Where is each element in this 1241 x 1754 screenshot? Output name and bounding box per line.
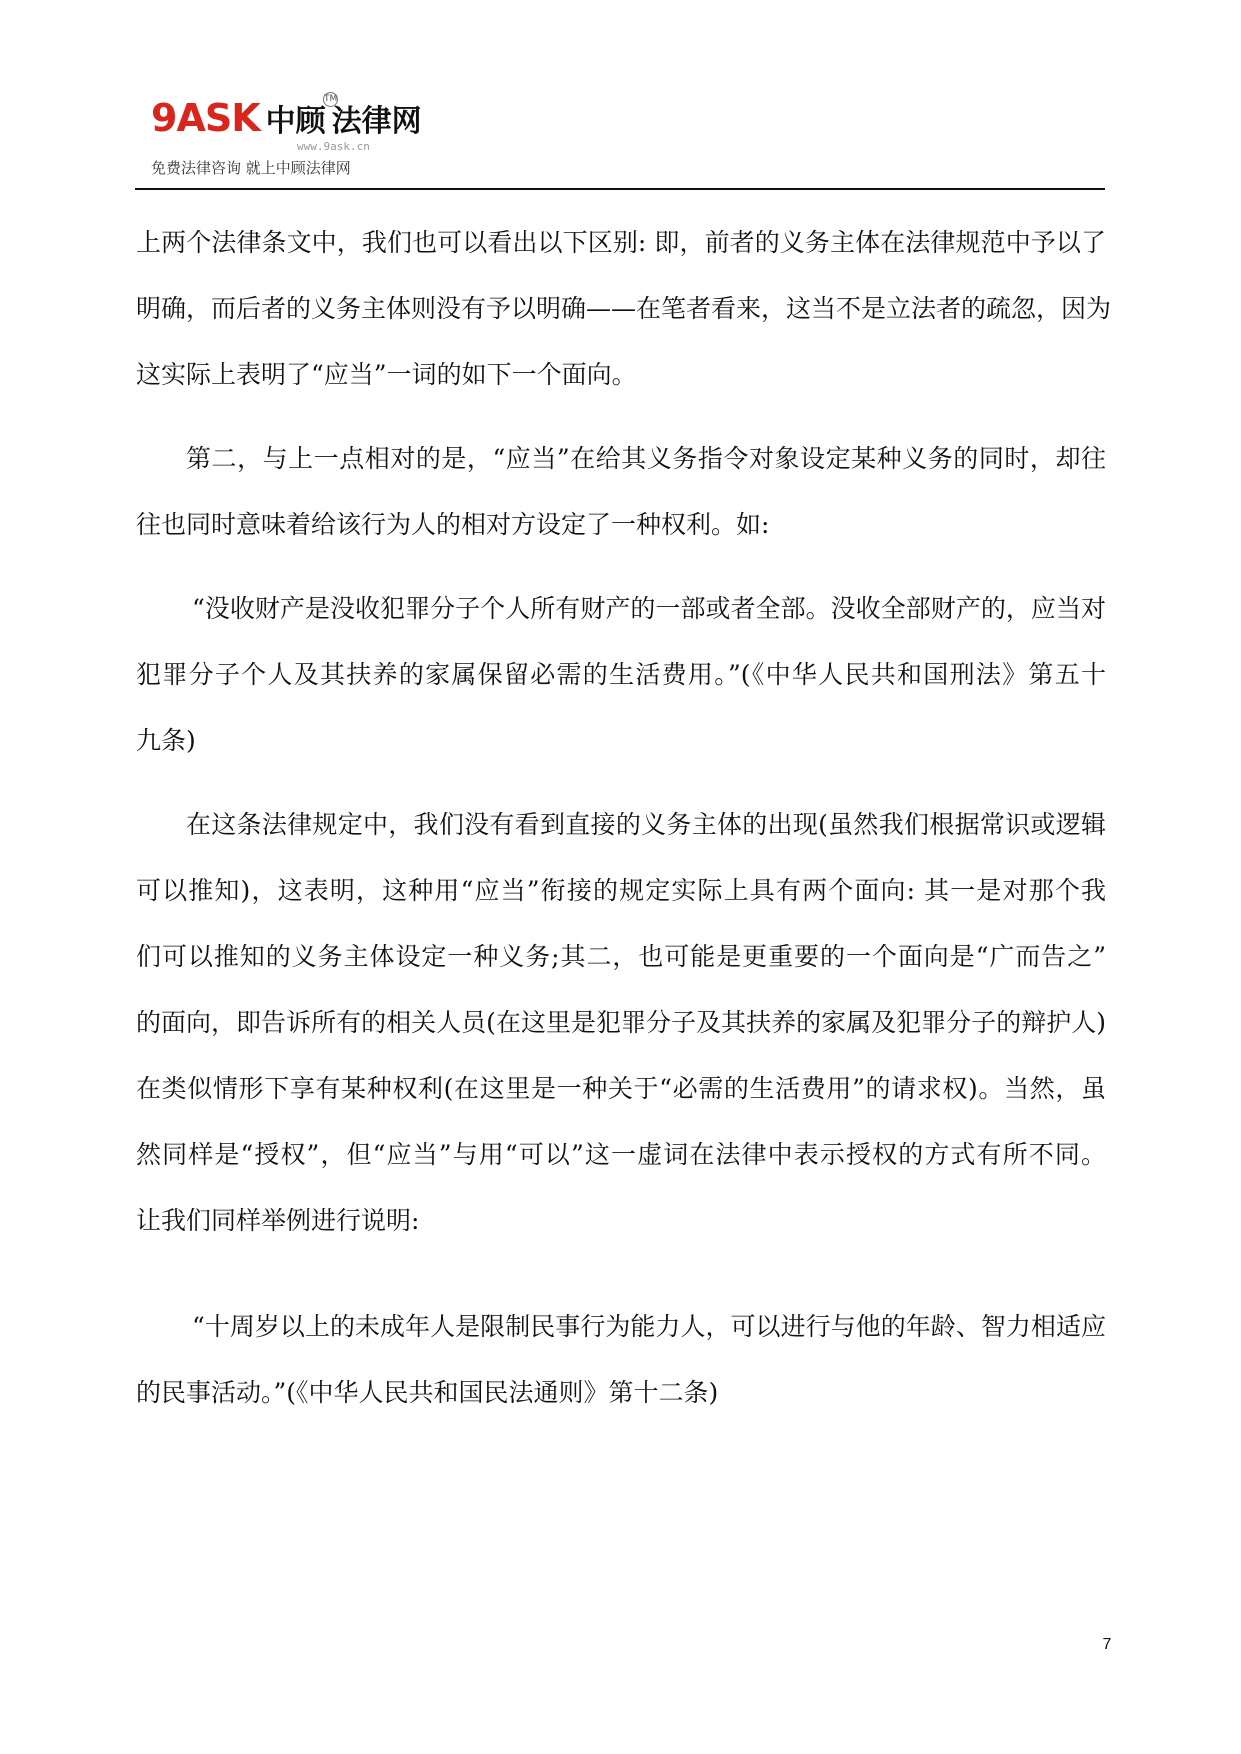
- text-line: 犯罪分子个人及其扶养的家属保留必需的生活费用。”(《中华人民共和国刑法》第五十: [136, 660, 1106, 689]
- text-line: 让我们同样举例进行说明:: [136, 1206, 420, 1235]
- text-line: 在类似情形下享有某种权利(在这里是一种关于“必需的生活费用”的请求权)。当然，虽: [136, 1074, 1106, 1103]
- text-line: 往也同时意味着给该行为人的相对方设定了一种权利。如:: [136, 510, 770, 539]
- text-line: 在这条法律规定中，我们没有看到直接的义务主体的出现(虽然我们根据常识或逻辑: [186, 810, 1106, 839]
- text-line: 这实际上表明了“应当”一词的如下一个面向。: [136, 360, 637, 389]
- logo-slogan: 免费法律咨询 就上中顾法律网: [151, 159, 351, 177]
- text-line: 的面向，即告诉所有的相关人员(在这里是犯罪分子及其扶养的家属及犯罪分子的辩护人): [136, 1008, 1106, 1037]
- logo-brand-cn-2: 法律网: [331, 104, 422, 139]
- logo-url: www.9ask.cn: [297, 140, 370, 153]
- text-line: 明确，而后者的义务主体则没有予以明确——在笔者看来，这当不是立法者的疏忽，因为: [136, 294, 1112, 323]
- text-line: 可以推知)，这表明，这种用“应当”衔接的规定实际上具有两个面向: 其一是对那个我: [136, 876, 1106, 905]
- text-line: 然同样是“授权”，但“应当”与用“可以”这一虚词在法律中表示授权的方式有所不同。: [136, 1140, 1106, 1169]
- quote-paragraph-2: [136, 1294, 1106, 1426]
- logo-brand-cn-1: 中顾: [265, 104, 326, 139]
- text-line: “没收财产是没收犯罪分子个人所有财产的一部或者全部。没收全部财产的，应当对: [192, 594, 1106, 623]
- paragraph-4: [136, 792, 1106, 1254]
- text-line: 的民事活动。”(《中华人民共和国民法通则》第十二条): [136, 1378, 719, 1407]
- text-line: 第二，与上一点相对的是，“应当”在给其义务指令对象设定某种义务的同时，却往: [186, 444, 1106, 473]
- paragraph-2: [136, 426, 1106, 558]
- text-line: 上两个法律条文中，我们也可以看出以下区别: 即，前者的义务主体在法律规范中予以了: [136, 228, 1106, 257]
- trademark-icon: TM: [323, 92, 338, 107]
- text-line: 们可以推知的义务主体设定一种义务;其二，也可能是更重要的一个面向是“广而告之”: [136, 942, 1106, 971]
- logo-brand-latin: 9ASK: [151, 96, 260, 140]
- text-line: “十周岁以上的未成年人是限制民事行为能力人，可以进行与他的年龄、智力相适应: [192, 1312, 1106, 1341]
- page-number: 7: [1102, 1636, 1112, 1653]
- paragraph-1: [136, 210, 1112, 408]
- text-line: 九条): [136, 726, 196, 755]
- quote-paragraph-1: [136, 576, 1106, 774]
